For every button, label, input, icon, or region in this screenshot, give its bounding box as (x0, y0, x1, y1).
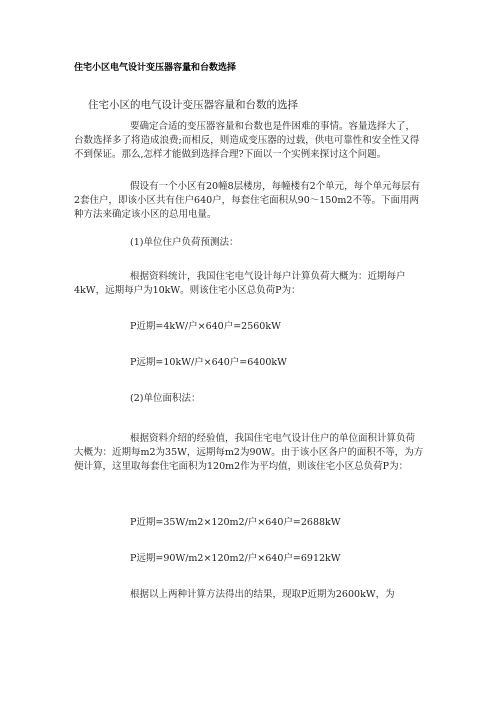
section-heading-method-2: (2)单位面积法： (130, 393, 201, 404)
formula-near-term-1: P近期=4kW/户×640户=2560kW (130, 321, 281, 332)
paragraph-intro: 要确定合适的变压器容量和台数也是件困难的事情。容量选择大了，台数选择多了将造成浪费;而相反，则造成变压器的过载，供电可靠性和安全性又得不到保证。那么,怎样才能做到选择合理?下面以一个实例来探讨这个问题。 (74, 121, 420, 160)
section-heading-method-1: (1)单位住户负荷预测法： (130, 237, 239, 248)
paragraph-assumption: 假设有一个小区有20幢8层楼房，每幢楼有2个单元，每个单元每层有2套住户，即该小区共有住户640户，每套住宅面积从90～150m2不等。下面用两种方法来确定该小区的总用电量。 (74, 181, 421, 220)
paragraph-method-2: 根据资料介绍的经验值，我国住宅电气设计住户的单位面积计算负荷大概为：近期每m2为35W，远期每m2为90W。由于该小区各户的面积不等，为方便计算，这里取每套住宅面积为120m2作为平均值，则该住宅小区总负荷P为： (74, 433, 424, 472)
paragraph-method-1: 根据资料统计，我国住宅电气设计每户计算负荷大概为：近期每户4kW，远期每户为10kW。则该住宅小区总负荷P为： (74, 271, 406, 296)
formula-near-term-2: P近期=35W/m2×120m2/户×640户=2688kW (130, 517, 341, 528)
document-subtitle: 住宅小区的电气设计变压器容量和台数的选择 (88, 99, 298, 111)
formula-long-term-2: P远期=90W/m2×120m2/户×640户=6912kW (130, 553, 341, 564)
paragraph-conclusion: 根据以上两种计算方法得出的结果，现取P近期为2600kW，为 (130, 589, 395, 600)
document-title: 住宅小区电气设计变压器容量和台数选择 (74, 63, 237, 73)
formula-long-term-1: P远期=10kW/户×640户=6400kW (130, 357, 287, 368)
